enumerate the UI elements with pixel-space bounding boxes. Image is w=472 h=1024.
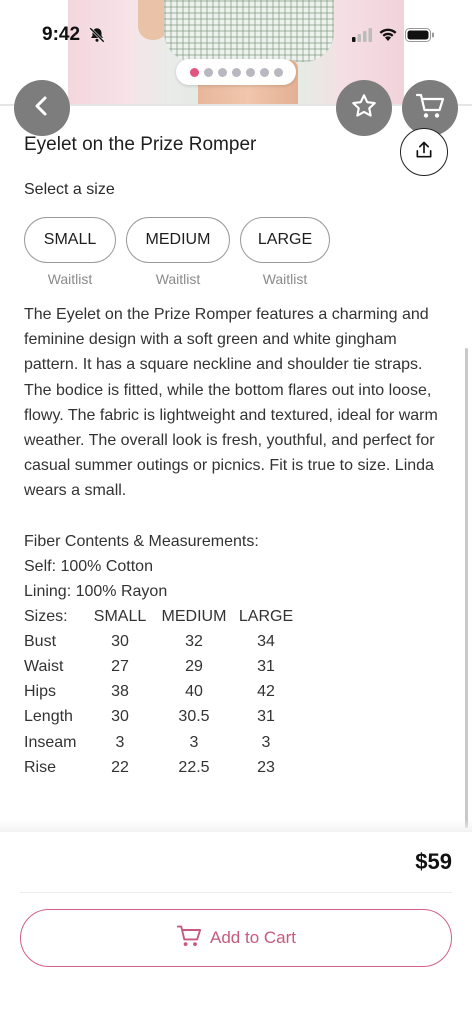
table-row (24, 730, 298, 755)
pagination-dot[interactable] (190, 68, 199, 77)
fiber-self: Self: 100% Cotton (24, 558, 153, 576)
table-cell: 40 (185, 683, 203, 701)
table-cell: Waist (24, 657, 64, 675)
table-cell: Hips (24, 683, 57, 701)
table-cell: 30 (111, 708, 129, 726)
pagination-dot[interactable] (260, 68, 269, 77)
battery-icon (405, 28, 435, 47)
size-large-status: Waitlist (262, 271, 308, 287)
size-small-button[interactable]: SMALL (24, 217, 116, 263)
size-small-status: Waitlist (47, 271, 93, 287)
table-row (24, 654, 298, 679)
chevron-left-icon (30, 94, 54, 123)
table-cell: Bust (24, 632, 57, 650)
table-cell: 22.5 (178, 758, 210, 776)
star-icon (350, 92, 378, 125)
gallery-pagination[interactable] (176, 59, 296, 85)
table-cell: 31 (257, 657, 275, 675)
table-cell: 30 (111, 632, 129, 650)
fiber-contents (24, 529, 354, 605)
size-option (240, 217, 330, 287)
product-price: $59 (415, 849, 452, 874)
size-medium-status: Waitlist (155, 271, 201, 287)
size-option (24, 217, 116, 287)
select-size-label: Select a size (24, 181, 115, 198)
back-button[interactable] (14, 80, 70, 136)
table-cell: Rise (24, 758, 57, 776)
product-description: The Eyelet on the Prize Romper features a charming and feminine design with a soft green and white gingham pattern. It has a square neckline and shoulder tie straps. The bodice is fitted, while the bottom flares out into loose, flowy. The fabric is lightweight and textured, ideal for warm weather. The overall look is fresh, youthful, and perfect for casual summer outings or picnics. Fit is true to size. Linda wears a small. (24, 306, 438, 500)
scrollbar[interactable] (465, 348, 468, 828)
table-cell: Length (24, 708, 73, 726)
table-cell: 23 (257, 758, 275, 776)
share-button[interactable] (400, 128, 448, 176)
table-cell: 27 (111, 657, 129, 675)
table-cell: 38 (111, 683, 129, 701)
cart-icon (176, 924, 202, 953)
table-cell: 31 (257, 708, 275, 726)
table-row (24, 705, 298, 730)
table-cell: 30.5 (178, 708, 210, 726)
share-icon (414, 140, 434, 165)
table-cell: 29 (185, 657, 203, 675)
add-to-cart-label: Add to Cart (210, 928, 296, 947)
add-to-cart-button[interactable] (20, 909, 452, 967)
product-image-gallery[interactable] (0, 0, 472, 106)
table-header-cell: LARGE (238, 607, 294, 625)
measurements-table (24, 604, 298, 780)
pagination-dot[interactable] (232, 68, 241, 77)
table-header-cell: SMALL (93, 607, 147, 625)
product-title: Eyelet on the Prize Romper (24, 134, 257, 155)
bell-slash-icon (88, 26, 106, 49)
table-row (24, 629, 298, 654)
pagination-dot[interactable] (218, 68, 227, 77)
cart-button[interactable] (402, 80, 458, 136)
size-medium-button[interactable]: MEDIUM (126, 217, 230, 263)
pagination-dot[interactable] (274, 68, 283, 77)
fiber-heading: Fiber Contents & Measurements: (24, 533, 259, 550)
table-cell: 3 (115, 733, 125, 751)
table-header-row (24, 604, 298, 629)
size-large-button[interactable]: LARGE (240, 217, 330, 263)
table-cell: 34 (257, 632, 275, 650)
table-row (24, 680, 298, 705)
cart-icon (415, 92, 445, 125)
favorite-button[interactable] (336, 80, 392, 136)
table-header-cell: Sizes: (24, 607, 68, 625)
table-cell: 22 (111, 758, 129, 776)
status-bar (0, 18, 472, 52)
table-cell: Inseam (24, 733, 77, 751)
table-header-cell: MEDIUM (161, 607, 227, 625)
wifi-icon (378, 26, 398, 47)
size-selector (24, 217, 330, 287)
pagination-dot[interactable] (246, 68, 255, 77)
table-cell: 42 (257, 683, 275, 701)
status-time: 9:42 (42, 24, 81, 45)
table-cell: 3 (261, 733, 271, 751)
table-cell: 3 (189, 733, 199, 751)
fiber-lining: Lining: 100% Rayon (24, 583, 168, 601)
footer-divider (20, 892, 452, 893)
size-option (126, 217, 230, 287)
table-row (24, 755, 298, 780)
cellular-signal-icon (352, 28, 372, 47)
pagination-dot[interactable] (204, 68, 213, 77)
table-cell: 32 (185, 632, 203, 650)
